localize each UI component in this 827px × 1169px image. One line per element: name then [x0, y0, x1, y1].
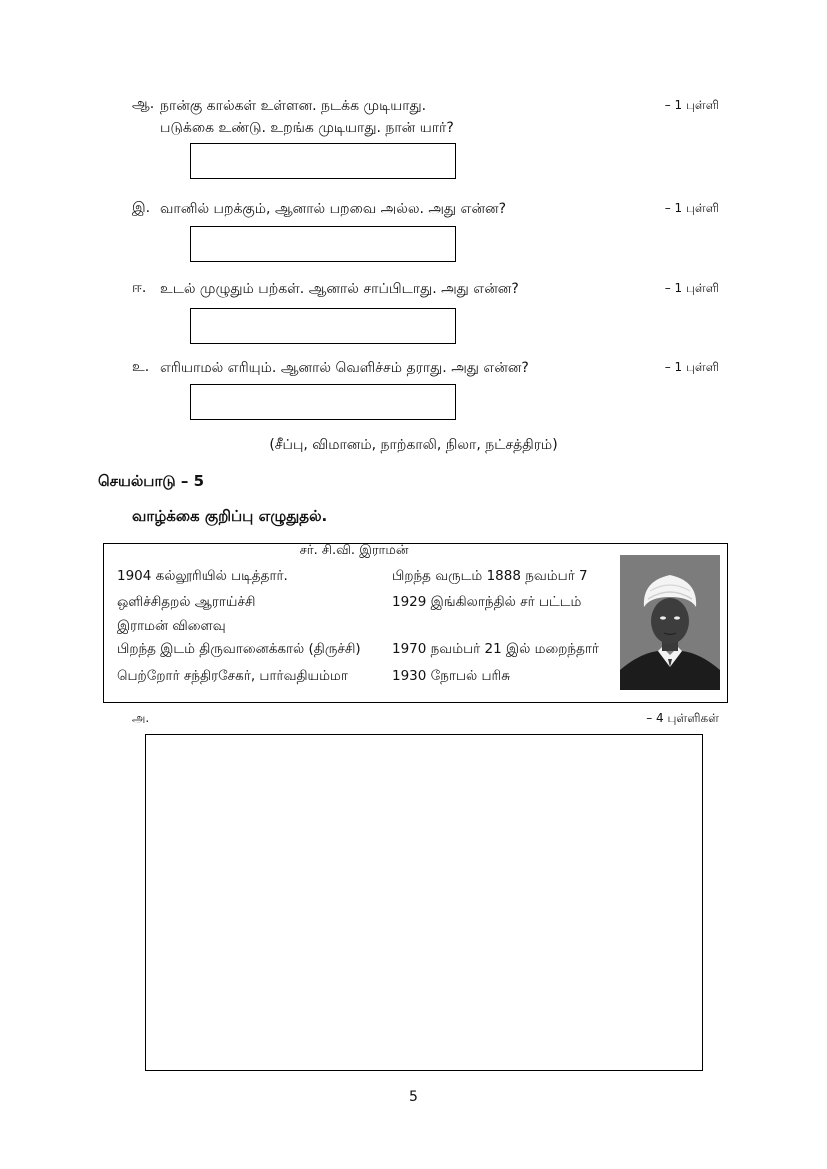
answer-box[interactable] — [190, 308, 456, 344]
question-text: நான்கு கால்கள் உள்ளன. நடக்க முடியாது. — [160, 98, 427, 114]
question-label: இ. — [132, 200, 151, 216]
answer-box[interactable] — [190, 143, 456, 179]
info-box-title: சர். சி.வி. இராமன் — [299, 543, 409, 558]
section-subtitle: வாழ்க்கை குறிப்பு எழுதுதல். — [132, 507, 328, 525]
biography-info-box — [103, 543, 728, 703]
fact-item: 1930 நோபல் பரிசு — [392, 668, 511, 684]
question-text: உடல் முழுதும் பற்கள். ஆனால் சாப்பிடாது. அது என்ன? — [160, 281, 519, 297]
fact-item: பெற்றோர் சந்திரசேகர், பார்வதியம்மா — [117, 668, 348, 684]
marks-label: – 1 புள்ளி — [664, 201, 719, 215]
fact-item: இராமன் விளைவு — [117, 618, 226, 634]
fact-item: பிறந்த வருடம் 1888 நவம்பர் 7 — [392, 568, 588, 584]
marks-label: – 1 புள்ளி — [664, 281, 719, 295]
fact-item: 1929 இங்கிலாந்தில் சர் பட்டம் — [392, 594, 582, 610]
question-text: எரியாமல் எரியும். ஆனால் வெளிச்சம் தராது. அது என்ன? — [160, 360, 529, 376]
question-label: உ. — [132, 359, 150, 375]
answer-box[interactable] — [190, 226, 456, 262]
fact-item: ஒளிச்சிதறல் ஆராய்ச்சி — [117, 594, 256, 610]
marks-label: – 4 புள்ளிகள் — [646, 711, 719, 725]
question-label: ஆ. — [132, 96, 155, 112]
marks-label: – 1 புள்ளி — [664, 98, 719, 112]
fact-item: பிறந்த இடம் திருவானைக்கால் (திருச்சி) — [117, 641, 361, 657]
question-text: படுக்கை உண்டு. உறங்க முடியாது. நான் யார்? — [160, 120, 454, 136]
question-text: வானில் பறக்கும், ஆனால் பறவை அல்ல. அது என்ன? — [160, 201, 507, 217]
question-label: ஈ. — [132, 280, 147, 296]
portrait-photo — [620, 555, 720, 690]
page-number: 5 — [409, 1089, 418, 1105]
answer-options: (சீப்பு, விமானம், நாற்காலி, நிலா, நட்சத்திரம்) — [269, 437, 558, 453]
writing-area-box[interactable] — [145, 734, 703, 1071]
marks-label: – 1 புள்ளி — [664, 360, 719, 374]
fact-item: 1904 கல்லூரியில் படித்தார். — [117, 568, 288, 584]
answer-label: அ. — [132, 711, 150, 725]
answer-box[interactable] — [190, 384, 456, 420]
fact-item: 1970 நவம்பர் 21 இல் மறைந்தார் — [392, 641, 599, 657]
section-title: செயல்பாடு – 5 — [98, 472, 205, 490]
